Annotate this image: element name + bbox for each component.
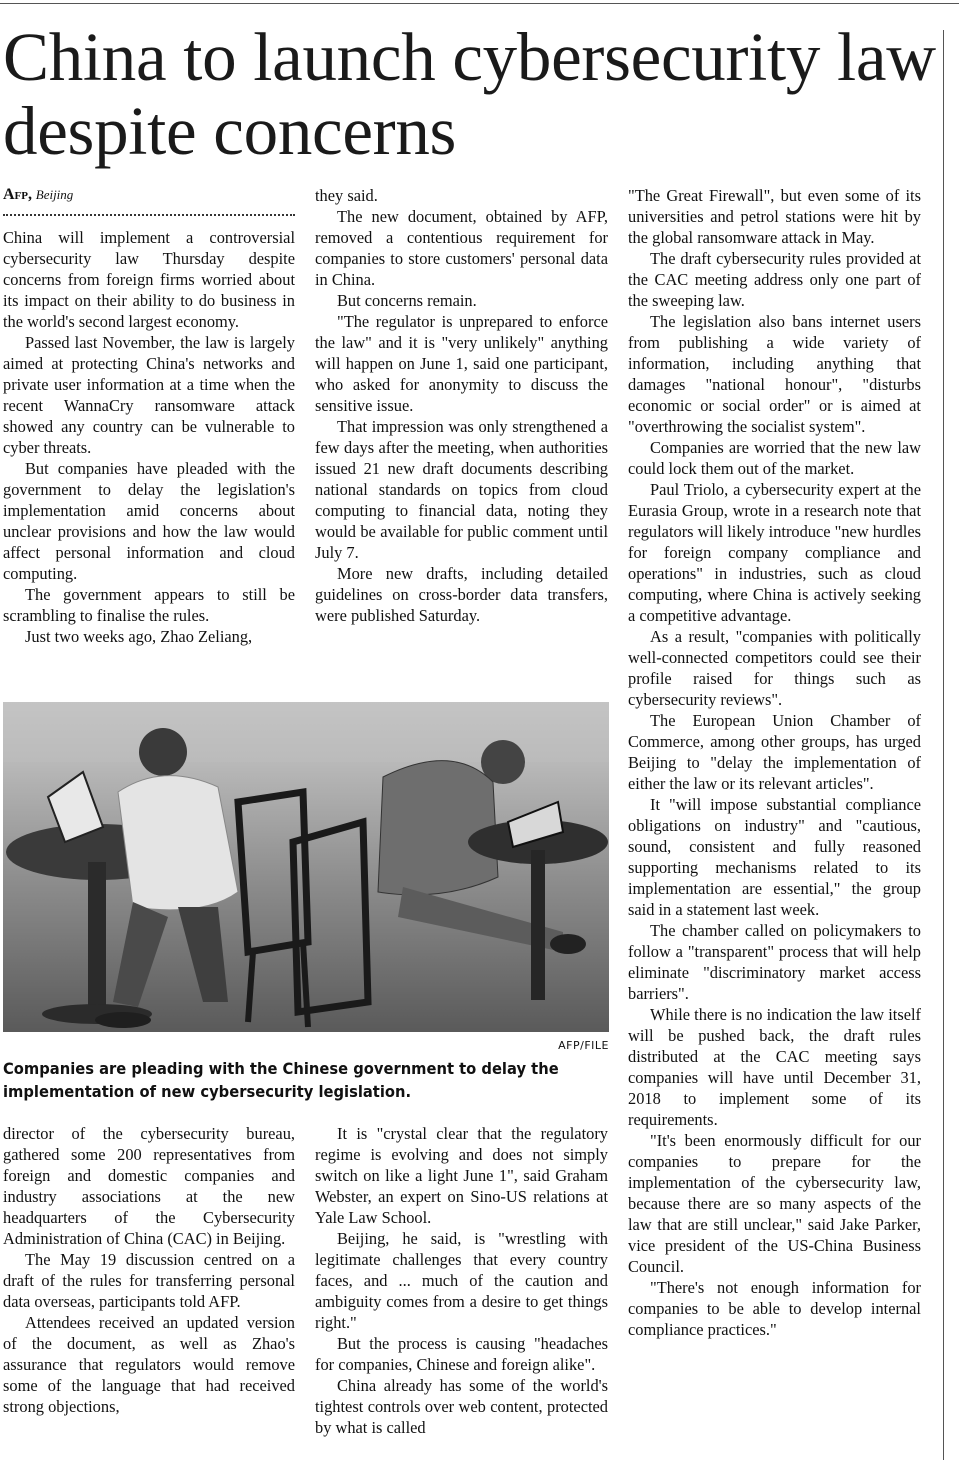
paragraph: Just two weeks ago, Zhao Zeliang, xyxy=(25,627,253,646)
paragraph: Paul Triolo, a cybersecurity expert at the Eurasia Group, wrote in a research note that regulators will likely introduce "new hurdles for foreign company compliance and operations" in industries, such as cloud computing, where China is actively seeking a competitive advantage. xyxy=(628,480,921,625)
paragraph: director of the cybersecurity bureau, gathered some 200 representatives from foreign and domestic companies and industry associations at the new headquarters of the Cybersecurity Administration of China (CAC) in Beijing. xyxy=(3,1124,295,1248)
photo-credit: AFP/FILE xyxy=(558,1039,609,1052)
news-photo xyxy=(3,702,609,1032)
paragraph: But companies have pleaded with the government to delay the legislation's implementation amid concerns about unclear provisions and how the law would affect personal information and cloud computing. xyxy=(3,459,295,583)
photo-illustration xyxy=(3,702,609,1032)
paragraph: China will implement a controversial cybersecurity law Thursday despite concerns from foreign firms worried about its impact on their ability to do business in the world's second largest economy. xyxy=(3,228,295,331)
column-2-top xyxy=(315,185,608,626)
paragraph: "The regulator is unprepared to enforce the law" and it is "very unlikely" anything will happen on June 1, said one participant, who asked for anonymity to discuss the sensitive issue. xyxy=(315,312,608,415)
byline-divider xyxy=(3,214,295,216)
byline-city: Beijing xyxy=(35,187,74,202)
paragraph: The May 19 discussion centred on a draft of the rules for transferring personal data overseas, participants told AFP. xyxy=(3,1250,295,1311)
paragraph: It "will impose substantial compliance obligations on industry" and "cautious, sound, consistent and fully reasoned supporting mechanisms related to its implementation are essential," the group said in a statement last week. xyxy=(628,795,921,919)
paragraph: Attendees received an updated version of the document, as well as Zhao's assurance that regulators would remove some of the language that had received strong objections, xyxy=(3,1313,295,1416)
paragraph: The chamber called on policymakers to follow a "transparent" process that will help eliminate "discriminatory market access barriers". xyxy=(628,921,921,1003)
photo-caption: Companies are pleading with the Chinese government to delay the implementation of new cybersecurity legislation. xyxy=(3,1059,559,1101)
paragraph: As a result, "companies with politically well-connected competitors could see their profile raised for things such as cybersecurity reviews". xyxy=(628,627,921,709)
paragraph: "It's been enormously difficult for our companies to prepare for the implementation of the cybersecurity law, because there are so many aspects of the law that are still unclear," said Jake Parker, vice president of the US-China Business Council. xyxy=(628,1131,921,1276)
column-1-bottom xyxy=(3,1123,295,1417)
paragraph: But concerns remain. xyxy=(337,291,477,310)
paragraph: The new document, obtained by AFP, removed a contentious requirement for companies to store customers' personal data in China. xyxy=(315,207,608,289)
paragraph: The government appears to still be scrambling to finalise the rules. xyxy=(3,585,295,625)
paragraph: China already has some of the world's tightest controls over web content, protected by what is called xyxy=(315,1376,608,1437)
paragraph: It is "crystal clear that the regulatory regime is evolving and does not simply switch on like a light June 1", said Graham Webster, an expert on Sino-US relations at Yale Law School. xyxy=(315,1124,608,1227)
column-3 xyxy=(628,185,921,1340)
paragraph: Companies are worried that the new law could lock them out of the market. xyxy=(628,438,921,478)
column-1-top xyxy=(3,227,295,647)
paragraph: "There's not enough information for companies to be able to develop internal compliance practices." xyxy=(628,1278,921,1339)
paragraph: More new drafts, including detailed guidelines on cross-border data transfers, were published Saturday. xyxy=(315,564,608,625)
column-rule xyxy=(943,30,944,1460)
byline xyxy=(3,185,295,205)
paragraph: Beijing, he said, is "wrestling with legitimate challenges that every country faces, and ... much of the caution and ambiguity comes from a desire to get things right." xyxy=(315,1229,608,1332)
headline: China to launch cybersecurity law despite concerns xyxy=(3,19,936,169)
paragraph: The legislation also bans internet users from publishing a wide variety of information, including anything that damages "national honour", "disturbs economic or social order" or is aimed at "overthrowing the socialist system". xyxy=(628,312,921,436)
paragraph: they said. xyxy=(315,186,378,205)
paragraph: The draft cybersecurity rules provided at the CAC meeting address only one part of the sweeping law. xyxy=(628,249,921,310)
top-rule xyxy=(0,3,959,4)
paragraph: That impression was only strengthened a few days after the meeting, when authorities issued 21 new draft documents describing national standards on topics from cloud computing to financial data, noting they would be available for public comment until July 7. xyxy=(315,417,608,562)
paragraph: But the process is causing "headaches for companies, Chinese and foreign alike". xyxy=(315,1334,608,1374)
paragraph: "The Great Firewall", but even some of its universities and petrol stations were hit by the global ransomware attack in May. xyxy=(628,186,921,247)
paragraph: While there is no indication the law itself will be pushed back, the draft rules distributed at the CAC meeting says companies will have until December 31, 2018 to implement some of its requirements. xyxy=(628,1005,921,1129)
paragraph: Passed last November, the law is largely aimed at protecting China's networks and private user information at a time when the recent WannaCry ransomware attack showed any country can be vulnerable to cyber threats. xyxy=(3,333,295,457)
byline-agency: Afp, xyxy=(3,186,32,203)
paragraph: The European Union Chamber of Commerce, among other groups, has urged Beijing to "delay the implementation of either the law or its relevant articles". xyxy=(628,711,921,793)
column-2-bottom xyxy=(315,1123,608,1438)
